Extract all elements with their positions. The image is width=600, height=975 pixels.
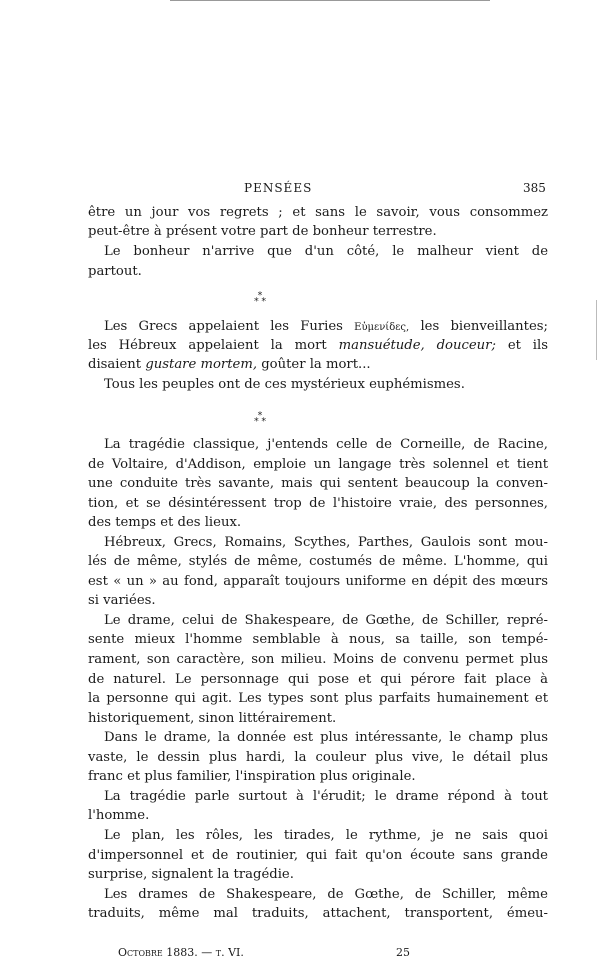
text-line: sente mieux l'homme semblable à nous, sa taille, son tempé- <box>88 632 548 647</box>
section-separator: ⁎ ⁎ ⁎ <box>254 408 266 424</box>
text-line: d'impersonnel et de routinier, qui fait qu'on écoute sans grande <box>88 848 548 863</box>
text-line: historiquement, sinon littérairement. <box>88 711 337 726</box>
text-line: disaient gustare mortem, goûter la mort... <box>88 357 371 372</box>
running-title: PENSÉES <box>244 181 313 195</box>
text-line: partout. <box>88 264 142 279</box>
text-line: vaste, le dessin plus hardi, la couleur plus vive, le détail plus <box>88 750 548 765</box>
text-line: si variées. <box>88 593 156 608</box>
text-line: est « un » au fond, apparaît toujours uniforme en dépit des mœurs <box>88 574 548 589</box>
text-line: Le bonheur n'arrive que d'un côté, le malheur vient de <box>104 244 548 259</box>
text-line: Dans le drame, la donnée est plus intéressante, le champ plus <box>104 730 548 745</box>
text-line: Le plan, les rôles, les tirades, le rythme, je ne sais quoi <box>104 828 548 843</box>
footer-issue: Octobre 1883. — t. VI. <box>118 946 244 959</box>
section-separator: ⁎ ⁎ ⁎ <box>254 288 266 304</box>
text-line: Les drames de Shakespeare, de Gœthe, de Schiller, même <box>104 887 548 902</box>
text-line: l'homme. <box>88 808 150 823</box>
text-line: de naturel. Le personnage qui pose et qui pérore fait place à <box>88 672 548 687</box>
text-line: les Hébreux appelaient la mort mansuétude, douceur; et ils <box>88 338 549 353</box>
text-line: tion, et se désintéressent trop de l'histoire vraie, des personnes, <box>88 496 548 511</box>
text-line: traduits, même mal traduits, attachent, transportent, émeu- <box>88 906 548 921</box>
footer-signature: 25 <box>396 946 410 959</box>
text-line: surprise, signalent la tragédie. <box>88 867 294 882</box>
text-line: peut-être à présent votre part de bonheur terrestre. <box>88 224 437 239</box>
text-line: La tragédie classique, j'entends celle de Corneille, de Racine, <box>104 437 548 452</box>
scan-edge-mark <box>596 300 597 360</box>
text-line: être un jour vos regrets ; et sans le savoir, vous consommez <box>88 205 548 220</box>
text-line: La tragédie parle surtout à l'érudit; le drame répond à tout <box>104 789 548 804</box>
text-line: Hébreux, Grecs, Romains, Scythes, Parthes, Gaulois sont mou- <box>104 535 548 550</box>
text-line: une conduite très savante, mais qui sentent beaucoup la conven- <box>88 476 548 491</box>
scan-edge-line <box>170 0 490 1</box>
text-line: de Voltaire, d'Addison, emploie un langage très solennel et tient <box>88 457 548 472</box>
text-line: rament, son caractère, son milieu. Moins de convenu permet plus <box>88 652 548 667</box>
text-line: des temps et des lieux. <box>88 515 242 530</box>
page-number: 385 <box>523 181 546 195</box>
text-line: Tous les peuples ont de ces mystérieux euphémismes. <box>104 377 465 392</box>
text-line: franc et plus familier, l'inspiration plus originale. <box>88 769 416 784</box>
text-line: la personne qui agit. Les types sont plus parfaits humainement et <box>88 691 548 706</box>
text-line: lés de même, stylés de même, costumés de même. L'homme, qui <box>88 554 548 569</box>
text-line: Le drame, celui de Shakespeare, de Gœthe, de Schiller, repré- <box>104 613 548 628</box>
text-line: Les Grecs appelaient les Furies Εὐμενίδες, les bienveillantes; <box>104 319 548 334</box>
